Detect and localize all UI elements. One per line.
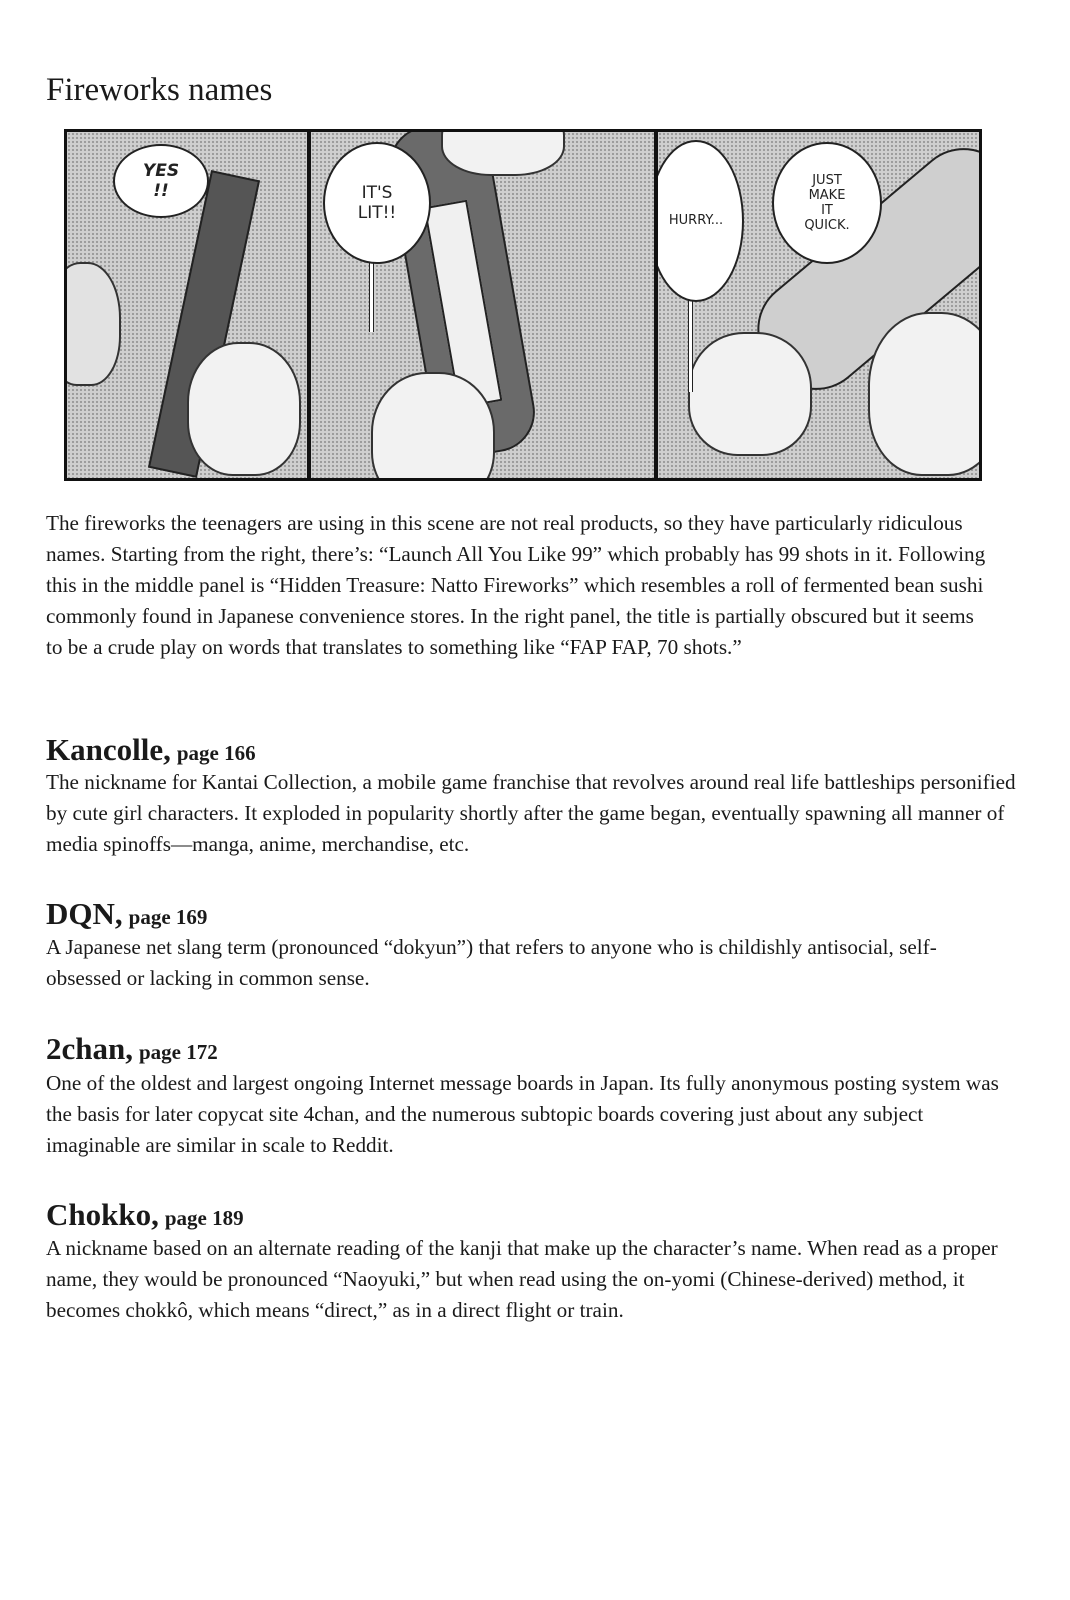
speech-balloon: IT'S LIT!! <box>323 142 431 264</box>
term-definition: The nickname for Kantai Collection, a mobile game franchise that revolves around real life battleships personified by cute girl characters. It exploded in popularity shortly after the game began, eventually spawning all manner of media spinoffs—manga, anime, merchandise, etc. <box>46 770 1016 856</box>
hand-illustration <box>67 262 121 386</box>
manga-panel-left <box>67 132 307 478</box>
speech-balloon: HURRY... <box>658 140 744 302</box>
hand-illustration <box>187 342 301 476</box>
manga-panel-middle <box>311 132 654 478</box>
term-page: page 172 <box>139 1040 218 1064</box>
hand-illustration <box>371 372 495 478</box>
term-definition: A nickname based on an alternate reading of the kanji that make up the character’s name. When read as a proper name, they would be pronounced “Naoyuki,” but when read using the on-yomi (Chinese-derived) method, it becomes chokkô, which means “direct,” as in a direct flight or train. <box>46 1236 998 1322</box>
hand-illustration <box>688 332 812 456</box>
term-page: page 166 <box>176 741 256 765</box>
term-name: Kancolle, <box>46 732 171 767</box>
intro-paragraph: The fireworks the teenagers are using in this scene are not real products, so they have particularly ridiculous names. Starting from the right, there’s: “Launch All You Like 99” which probably has 99 shots in it. Following this in the middle panel is “Hidden Treasure: Natto Fireworks” which resembles a roll of fermented bean sushi commonly found in Japanese convenience stores. In the right panel, the title is partially obscured but it seems to be a crude play on words that translates to something like “FAP FAP, 70 shots.” <box>46 511 986 659</box>
term-name: DQN, <box>46 896 123 931</box>
page-title: Fireworks names <box>46 72 273 108</box>
glossary-term <box>46 1197 244 1236</box>
manga-panel-right <box>658 132 979 478</box>
glossary-term <box>46 1031 218 1070</box>
hand-illustration <box>441 132 565 176</box>
speech-balloon: YES !! <box>113 144 209 218</box>
term-name: Chokko, <box>46 1197 159 1232</box>
glossary-term <box>46 732 256 771</box>
term-definition: One of the oldest and largest ongoing Internet message boards in Japan. Its fully anonymous posting system was the basis for later copycat site 4chan, and the numerous subtopic boards covering just about any subject imaginable are similar in scale to Reddit. <box>46 1071 999 1157</box>
term-name: 2chan, <box>46 1031 133 1066</box>
manga-illustration <box>64 129 982 481</box>
glossary-term <box>46 896 207 935</box>
hand-illustration <box>868 312 979 476</box>
speech-balloon: JUST MAKE IT QUICK. <box>772 142 882 264</box>
term-page: page 169 <box>128 905 208 929</box>
term-definition: A Japanese net slang term (pronounced “dokyun”) that refers to anyone who is childishly antisocial, self-obsessed or lacking in common sense. <box>46 935 937 990</box>
term-page: page 189 <box>164 1206 244 1230</box>
